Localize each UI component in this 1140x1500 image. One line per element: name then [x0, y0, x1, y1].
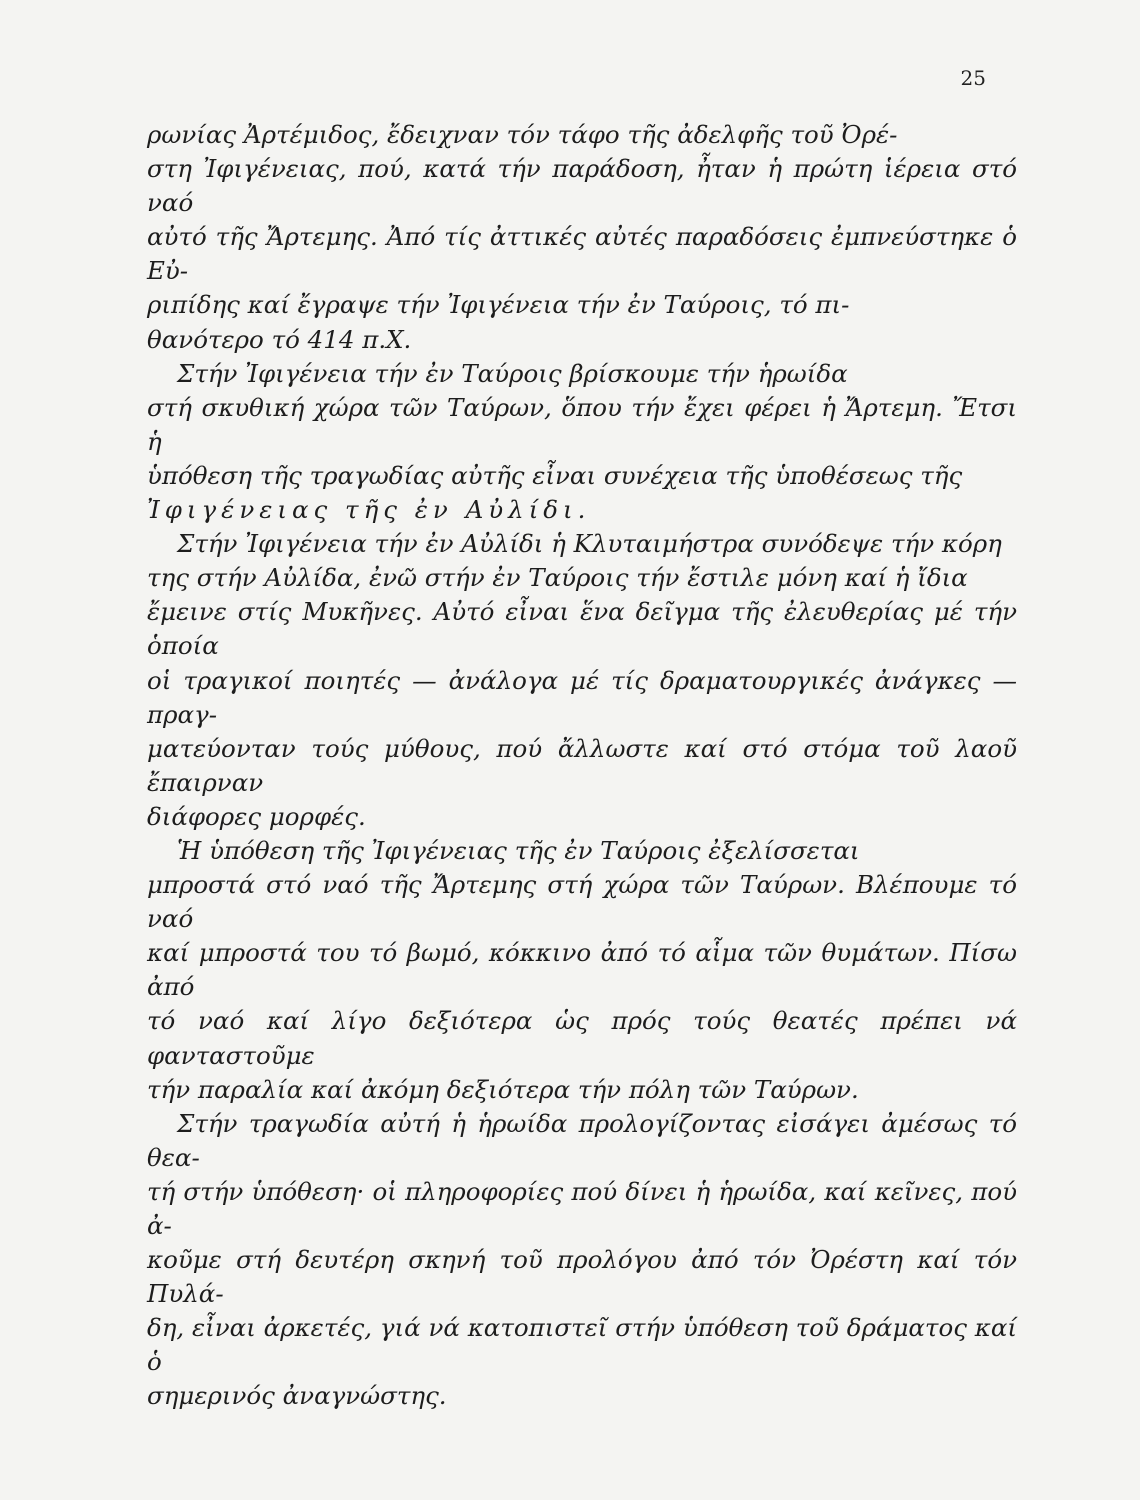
text-line: ρωνίας Ἀρτέμιδος, ἔδειχναν τόν τάφο τῆς ἀδελφῆς τοῦ Ὀρέ-: [147, 120, 898, 149]
text-line: ριπίδης καί ἔγραψε τήν Ἰφιγένεια τήν ἐν Ταύροις, τό πι-: [147, 290, 850, 320]
text-line: μπροστά στό ναό τῆς Ἄρτεμης στή χώρα τῶν Ταύρων. Βλέπουμε τό ναό: [147, 870, 1017, 934]
page-number: 25: [960, 66, 986, 90]
paragraph-3: [147, 527, 1017, 834]
text-line: ὑπόθεση τῆς τραγωδίας αὐτῆς εἶναι συνέχεια τῆς ὑποθέσεως τῆς: [147, 460, 963, 490]
text-line: της στήν Αὐλίδα, ἐνῶ στήν ἐν Ταύροις τήν ἔστιλε μόνη καί ἡ ἴδια: [147, 563, 968, 593]
paragraph-5: [147, 1107, 1017, 1414]
text-line: στη Ἰφιγένειας, πού, κατά τήν παράδοση, ἦταν ἡ πρώτη ἱέρεια στό ναό: [147, 154, 1017, 218]
paragraph-1: [147, 118, 1017, 357]
paragraph-2: [147, 357, 1017, 527]
text-line: τό ναό καί λίγο δεξιότερα ὡς πρός τούς θεατές πρέπει νά φανταστοῦμε: [147, 1006, 1017, 1070]
text-line: κοῦμε στή δευτέρη σκηνή τοῦ προλόγου ἀπό τόν Ὀρέστη καί τόν Πυλά-: [147, 1245, 1017, 1309]
text-line: στή σκυθική χώρα τῶν Ταύρων, ὅπου τήν ἔχει φέρει ἡ Ἄρτεμη. Ἔτσι ἡ: [147, 392, 1017, 456]
text-line: τήν παραλία καί ἀκόμη δεξιότερα τήν πόλη τῶν Ταύρων.: [147, 1074, 859, 1104]
text-line: Ἰφιγένειας τῆς ἐν Αὐλίδι.: [147, 495, 591, 525]
text-line: δη, εἶναι ἀρκετές, γιά νά κατοπιστεῖ στήν ὑπόθεση τοῦ δράματος καί ὁ: [147, 1313, 1017, 1377]
text-line: ματεύονταν τούς μύθους, πού ἄλλωστε καί στό στόμα τοῦ λαοῦ ἔπαιρναν: [147, 733, 1017, 797]
text-line: Στήν Ἰφιγένεια τήν ἐν Αὐλίδι ἡ Κλυταιμήστρα συνόδεψε τήν κόρη: [177, 529, 1002, 559]
text-line: Ἡ ὑπόθεση τῆς Ἰφιγένειας τῆς ἐν Ταύροις ἐξελίσσεται: [177, 835, 860, 865]
body-text: [147, 118, 1017, 1414]
text-line: τή στήν ὑπόθεση· οἱ πληροφορίες πού δίνει ἡ ἡρωίδα, καί κεῖνες, πού ἀ-: [147, 1176, 1017, 1240]
text-line: Στήν Ἰφιγένεια τήν ἐν Ταύροις βρίσκουμε τήν ἡρωίδα: [177, 358, 848, 388]
text-line: ἔμεινε στίς Μυκῆνες. Αὐτό εἶναι ἕνα δεῖγμα τῆς ἐλευθερίας μέ τήν ὁποία: [147, 597, 1017, 661]
text-line: θανότερο τό 414 π.Χ.: [147, 324, 412, 354]
paragraph-4: [147, 834, 1017, 1107]
text-line: οἱ τραγικοί ποιητές — ἀνάλογα μέ τίς δραματουργικές ἀνάγκες — πραγ-: [147, 665, 1017, 729]
text-line: σημερινός ἀναγνώστης.: [147, 1381, 447, 1411]
text-line: αὐτό τῆς Ἄρτεμης. Ἀπό τίς ἀττικές αὐτές παραδόσεις ἐμπνεύστηκε ὁ Εὐ-: [147, 222, 1017, 286]
text-line: Στήν τραγωδία αὐτή ἡ ἡρωίδα προλογίζοντας εἰσάγει ἀμέσως τό θεα-: [147, 1108, 1017, 1172]
text-line: καί μπροστά του τό βωμό, κόκκινο ἀπό τό αἷμα τῶν θυμάτων. Πίσω ἀπό: [147, 938, 1017, 1002]
text-line: διάφορες μορφές.: [147, 801, 366, 831]
